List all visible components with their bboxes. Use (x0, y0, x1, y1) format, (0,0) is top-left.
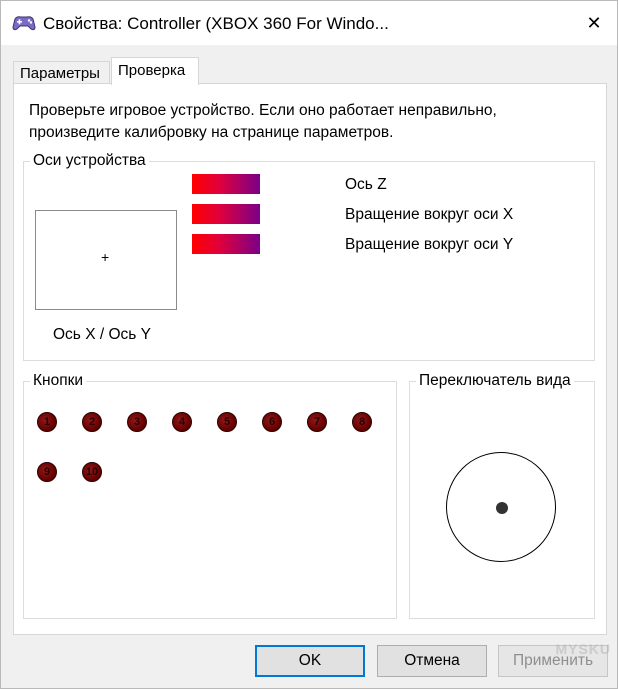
xy-axis-display (35, 210, 177, 310)
tab-parameters[interactable]: Параметры (13, 61, 110, 85)
intro-line-1: Проверьте игровое устройство. Если оно работает неправильно, (29, 102, 497, 119)
pov-group-label: Переключатель вида (416, 372, 574, 390)
button-number: 7 (313, 416, 321, 428)
tab-test[interactable]: Проверка (111, 57, 199, 85)
watermark-logo: MYSKU (555, 641, 611, 657)
xy-axis-label: Ось X / Ось Y (53, 326, 151, 343)
button-number: 10 (85, 466, 99, 478)
intro-line-2: произведите калибровку на странице параметров. (29, 124, 394, 141)
button-indicator-2 (82, 412, 102, 432)
button-indicator-5 (217, 412, 237, 432)
intro-text (29, 100, 589, 144)
button-number: 6 (268, 416, 276, 428)
window-title: Свойства: Controller (XBOX 360 For Windo... (43, 14, 389, 33)
y-rotation-bar (192, 234, 260, 254)
button-number: 2 (88, 416, 96, 428)
button-indicator-8 (352, 412, 372, 432)
y-rotation-label: Вращение вокруг оси Y (345, 236, 514, 253)
xy-crosshair: + (101, 249, 110, 265)
z-axis-label: Ось Z (345, 176, 387, 193)
cancel-button[interactable]: Отмена (377, 645, 487, 677)
pov-groupbox (409, 372, 595, 619)
close-button[interactable] (571, 1, 617, 45)
button-indicator-1 (37, 412, 57, 432)
button-number: 4 (178, 416, 186, 428)
ok-button[interactable]: OK (255, 645, 365, 677)
close-icon: ✕ (586, 12, 602, 33)
test-tab-panel (13, 83, 607, 635)
button-number: 9 (43, 466, 51, 478)
button-indicator-3 (127, 412, 147, 432)
buttons-group-label: Кнопки (30, 372, 86, 390)
x-rotation-bar (192, 204, 260, 224)
title-bar[interactable] (1, 1, 617, 45)
button-indicator-7 (307, 412, 327, 432)
button-indicator-6 (262, 412, 282, 432)
axes-groupbox (23, 152, 595, 361)
button-indicator-9 (37, 462, 57, 482)
axes-group-label: Оси устройства (30, 152, 149, 170)
buttons-groupbox (23, 372, 397, 619)
button-indicator-4 (172, 412, 192, 432)
button-number: 5 (223, 416, 231, 428)
button-number: 3 (133, 416, 141, 428)
button-indicator-10 (82, 462, 102, 482)
x-rotation-label: Вращение вокруг оси X (345, 206, 514, 223)
pov-indicator-circle (446, 452, 556, 562)
button-number: 1 (43, 416, 51, 428)
z-axis-bar (192, 174, 260, 194)
gamepad-icon (11, 13, 37, 33)
button-number: 8 (358, 416, 366, 428)
pov-center-dot (496, 502, 508, 514)
apply-button[interactable]: Применить (498, 645, 608, 677)
